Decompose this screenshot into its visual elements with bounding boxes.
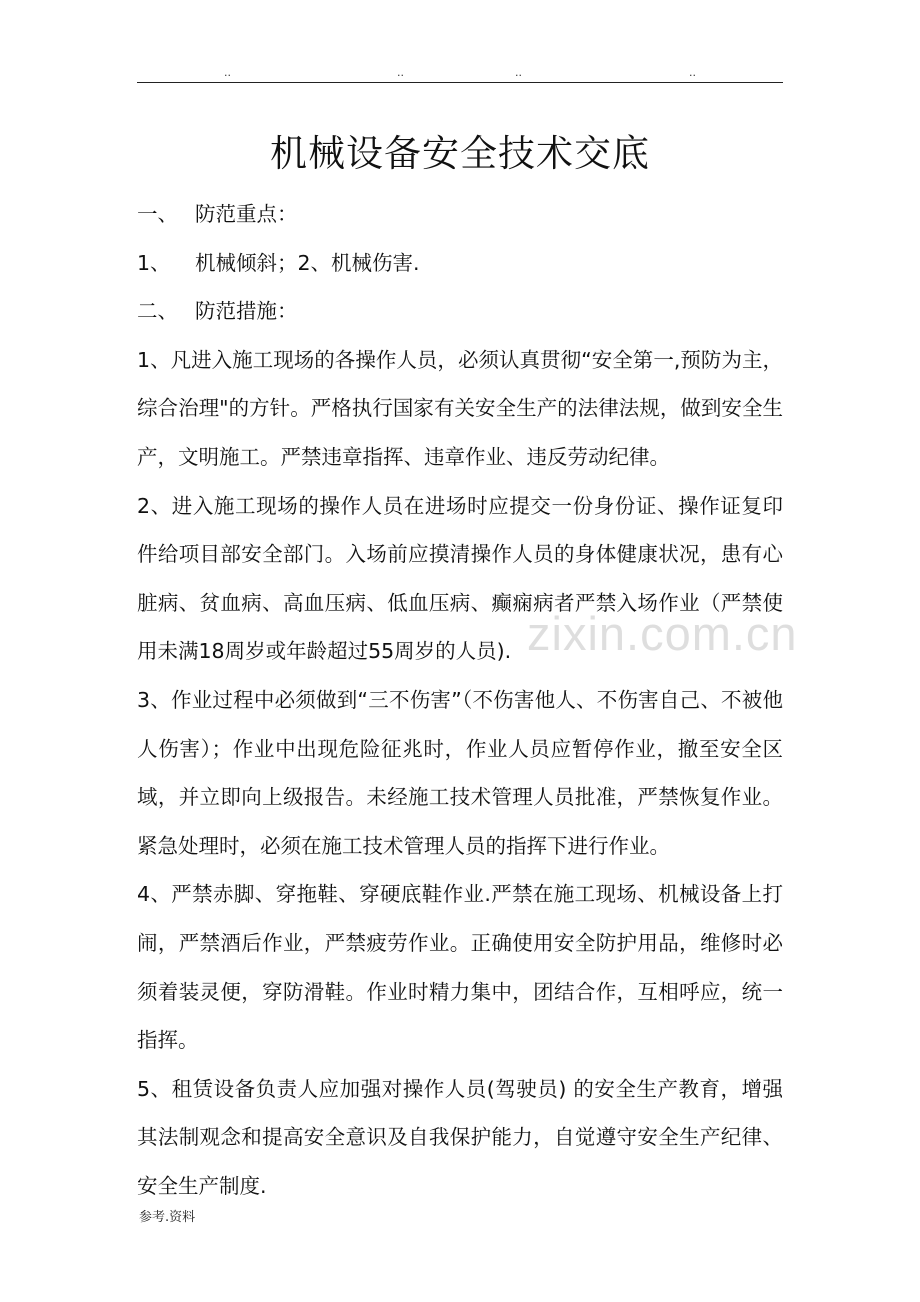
measure-paragraph-2: 2、进入施工现场的操作人员在进场时应提交一份身份证、操作证复印件给项目部安全部门。入场前应摸清操作人员的身体健康状况，患有心脏病、贫血病、高血压病、低血压病、癫痫病者严禁入场作业（严禁使用未满18周岁或年龄超过55周岁的人员). bbox=[137, 493, 783, 664]
section-number: 一、 bbox=[137, 202, 178, 226]
header-mark: .. bbox=[397, 66, 404, 79]
list-number: 1、 bbox=[137, 250, 171, 275]
document-body bbox=[137, 190, 783, 1210]
document-title: 机械设备安全技术交底 bbox=[270, 132, 650, 175]
measure-paragraph-5: 5、租赁设备负责人应加强对操作人员(驾驶员) 的安全生产教育，增强其法制观念和提高安全意识及自我保护能力，自觉遵守安全生产纪律、安全生产制度. bbox=[137, 1076, 783, 1198]
section-label: 防范措施： bbox=[195, 299, 298, 324]
header-mark: .. bbox=[689, 66, 696, 79]
section-heading-1 bbox=[137, 190, 783, 239]
page-footer: 参考.资料 bbox=[139, 1210, 196, 1225]
header-divider bbox=[137, 82, 783, 83]
section-label: 防范重点： bbox=[195, 202, 298, 226]
measure-paragraph-3: 3、作业过程中必须做到“三不伤害”（不伤害他人、不伤害自己、不被他人伤害）；作业中出现危险征兆时，作业人员应暂停作业，撤至安全区域，并立即向上级报告。未经施工技术管理人员批准，严禁恢复作业。紧急处理时，必须在施工技术管理人员的指挥下进行作业。 bbox=[137, 687, 783, 858]
hazard-list bbox=[137, 239, 783, 288]
header-mark: .. bbox=[515, 66, 522, 79]
measure-paragraph-1: 1、凡进入施工现场的各操作人员，必须认真贯彻“安全第一,预防为主，综合治理"的方针。严格执行国家有关安全生产的法律法规，做到安全生产，文明施工。严禁违章指挥、违章作业、违反劳动纪律。 bbox=[137, 347, 783, 469]
section-number: 二、 bbox=[137, 299, 178, 324]
section-heading-2 bbox=[137, 287, 783, 336]
watermark: zixin.com.cn bbox=[527, 607, 798, 660]
page-header bbox=[137, 66, 783, 80]
hazard-items: 机械倾斜；2、机械伤害. bbox=[195, 250, 420, 275]
measure-paragraph-4: 4、严禁赤脚、穿拖鞋、穿硬底鞋作业.严禁在施工现场、机械设备上打闹，严禁酒后作业，严禁疲劳作业。正确使用安全防护用品，维修时必须着装灵便，穿防滑鞋。作业时精力集中，团结合作，互相呼应，统一指挥。 bbox=[137, 882, 783, 1053]
header-mark: .. bbox=[224, 66, 231, 79]
